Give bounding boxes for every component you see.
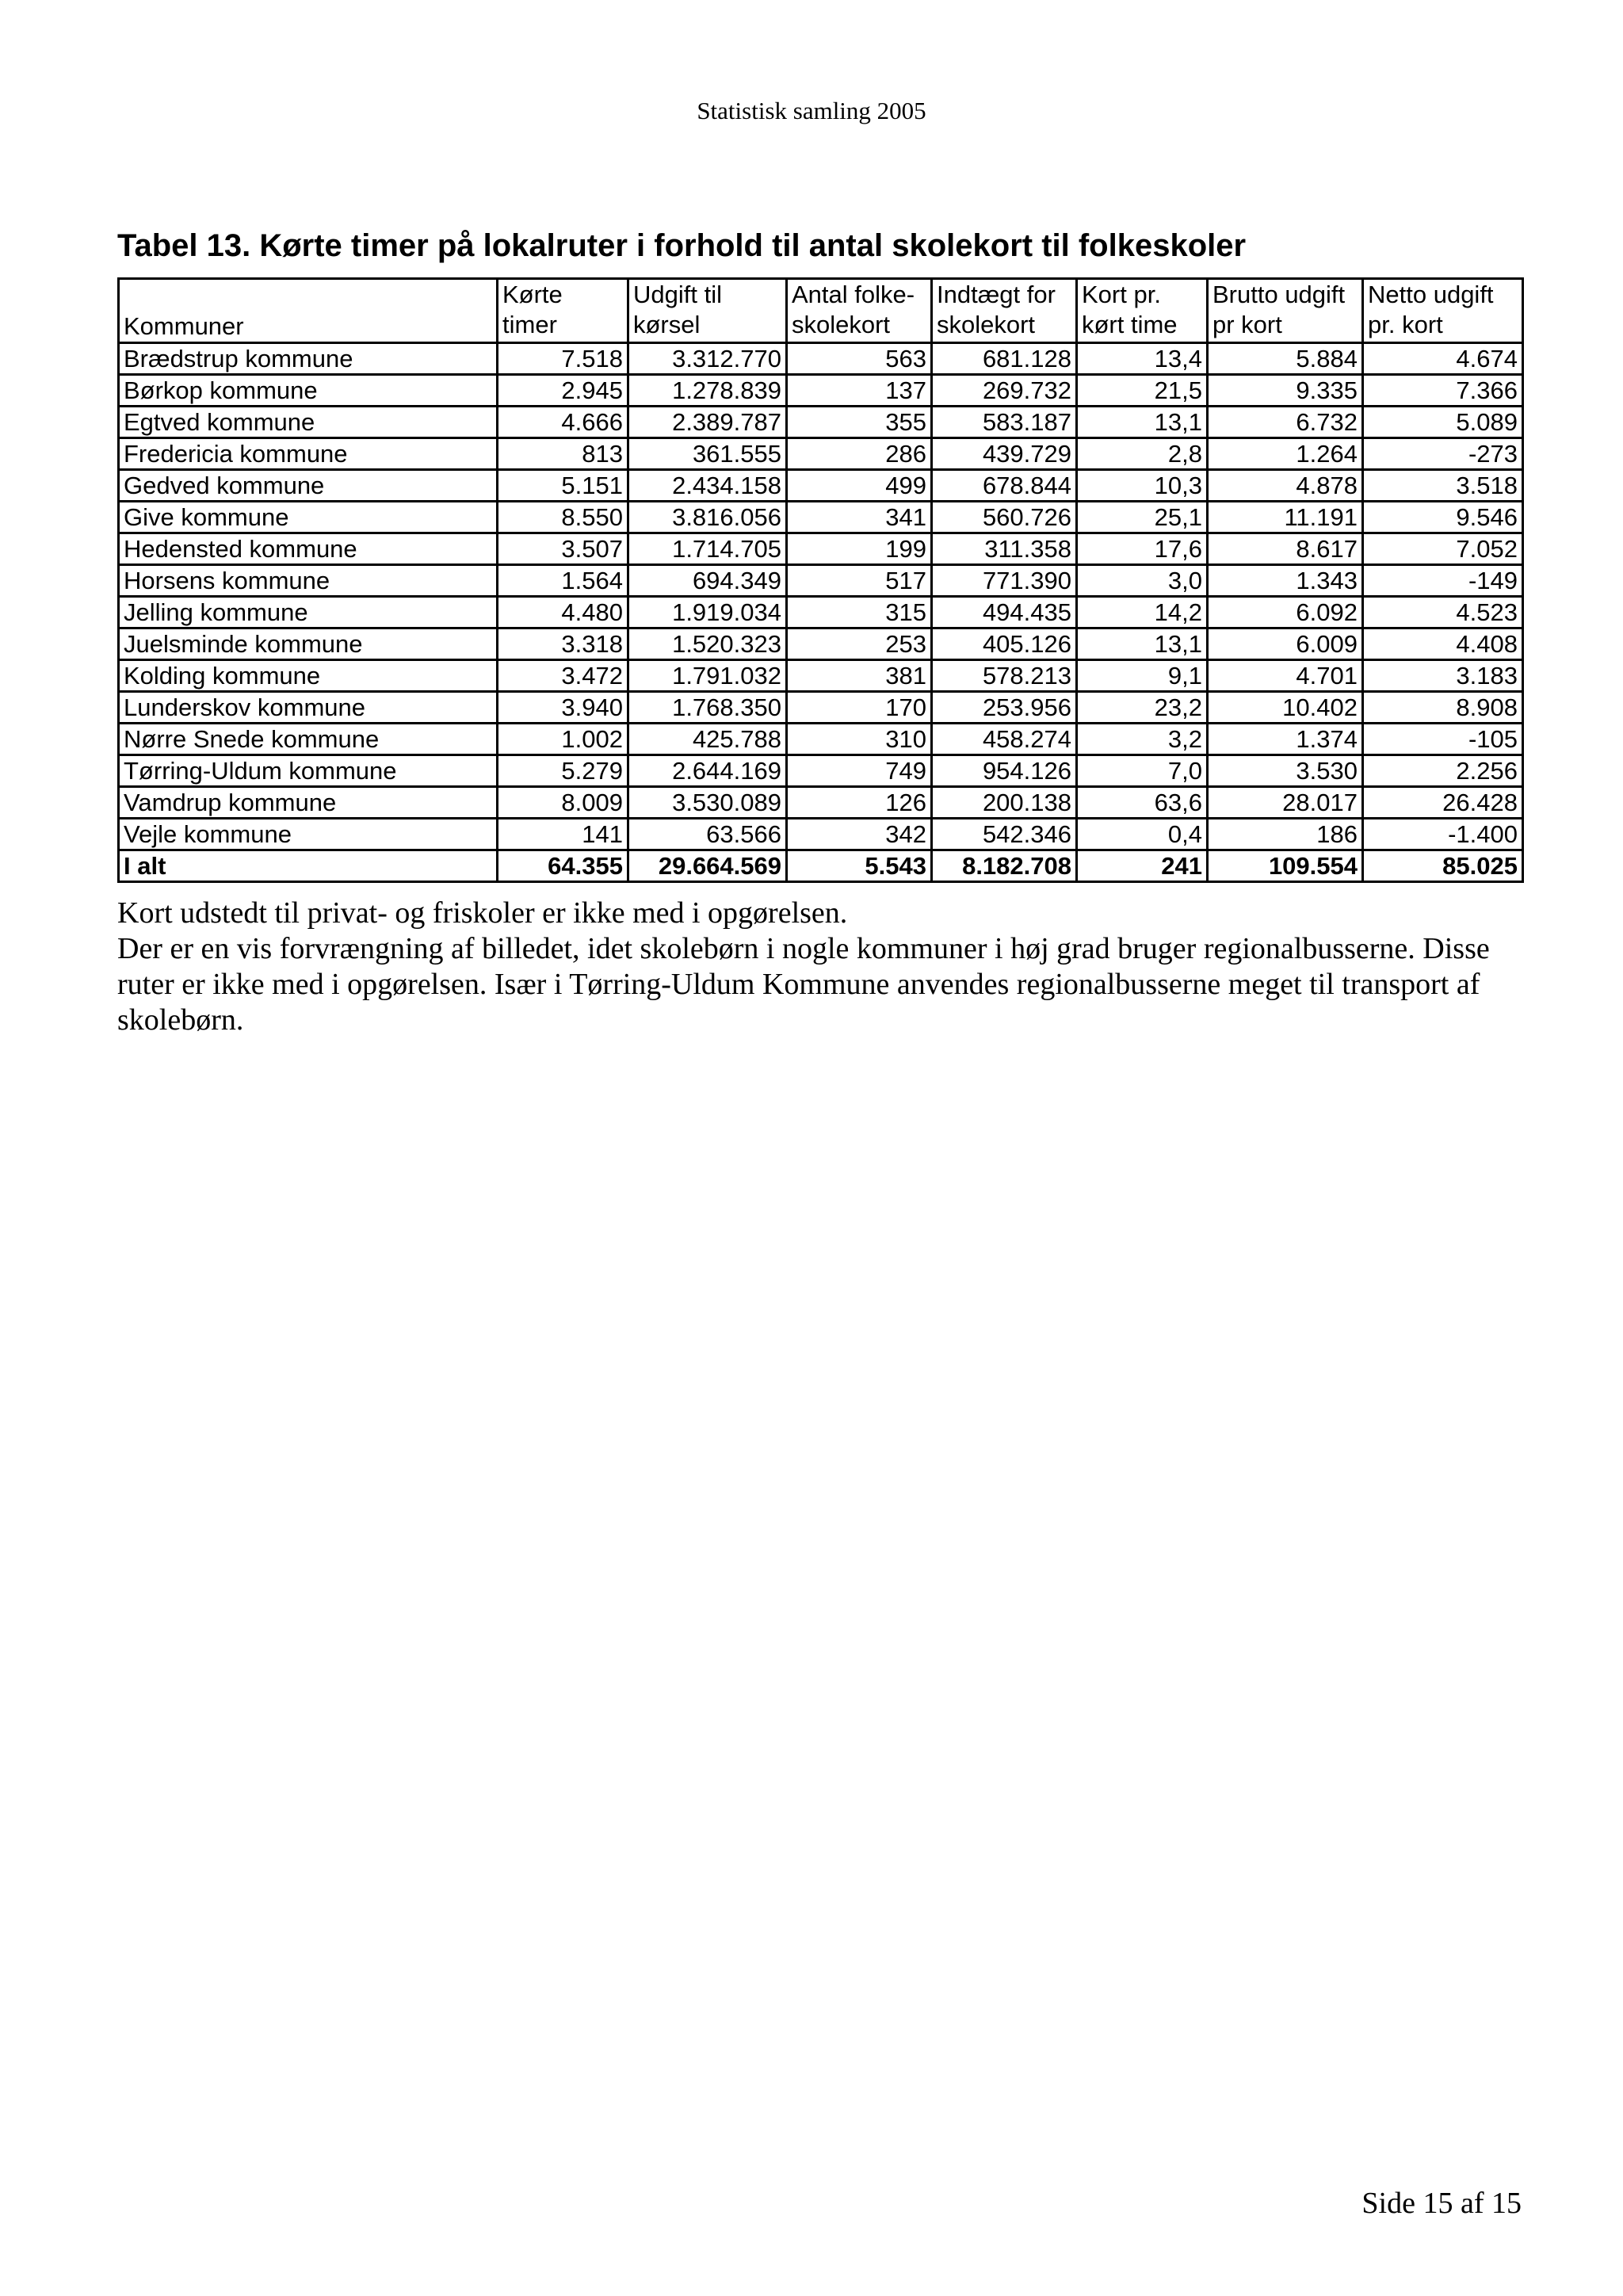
- value-cell: 405.126: [932, 628, 1077, 660]
- value-cell: 694.349: [628, 565, 787, 597]
- municipality-cell: Horsens kommune: [119, 565, 498, 597]
- value-cell: 4.408: [1363, 628, 1523, 660]
- value-cell: 85.025: [1363, 850, 1523, 882]
- value-cell: 21,5: [1077, 375, 1208, 407]
- value-cell: 355: [787, 407, 932, 438]
- value-cell: 0,4: [1077, 819, 1208, 850]
- note-paragraph: Der er en vis forvrængning af billedet, idet skolebørn i nogle kommuner i høj grad bruger regionalbusserne. Disse ruter er ikke med i opgørelsen. Især i Tørring-Uldum Kommune anvendes regionalbusserne meget til transport af skolebørn.: [117, 932, 1490, 1037]
- value-cell: 6.092: [1208, 597, 1363, 628]
- total-row: [119, 850, 1523, 882]
- value-cell: 2.644.169: [628, 755, 787, 787]
- value-cell: 241: [1077, 850, 1208, 882]
- municipality-cell: Egtved kommune: [119, 407, 498, 438]
- value-cell: 361.555: [628, 438, 787, 470]
- value-cell: 315: [787, 597, 932, 628]
- table-row: [119, 628, 1523, 660]
- column-header: Brutto udgift pr kort: [1208, 279, 1363, 343]
- value-cell: 25,1: [1077, 502, 1208, 533]
- value-cell: 9.335: [1208, 375, 1363, 407]
- value-cell: 14,2: [1077, 597, 1208, 628]
- table-row: [119, 375, 1523, 407]
- value-cell: 7.366: [1363, 375, 1523, 407]
- table-row: [119, 502, 1523, 533]
- value-cell: 3.816.056: [628, 502, 787, 533]
- value-cell: 170: [787, 692, 932, 724]
- value-cell: 8.617: [1208, 533, 1363, 565]
- value-cell: 425.788: [628, 724, 787, 755]
- table-row: [119, 755, 1523, 787]
- value-cell: 1.002: [498, 724, 628, 755]
- value-cell: 64.355: [498, 850, 628, 882]
- municipality-cell: Jelling kommune: [119, 597, 498, 628]
- value-cell: 11.191: [1208, 502, 1363, 533]
- table-body: [119, 343, 1523, 882]
- municipality-cell: Give kommune: [119, 502, 498, 533]
- column-header: Udgift til kørsel: [628, 279, 787, 343]
- table-row: [119, 787, 1523, 819]
- municipality-cell: Brædstrup kommune: [119, 343, 498, 375]
- value-cell: 3.183: [1363, 660, 1523, 692]
- table-row: [119, 692, 1523, 724]
- value-cell: 4.480: [498, 597, 628, 628]
- value-cell: 678.844: [932, 470, 1077, 502]
- value-cell: 3.518: [1363, 470, 1523, 502]
- table-row: [119, 438, 1523, 470]
- value-cell: 542.346: [932, 819, 1077, 850]
- value-cell: 137: [787, 375, 932, 407]
- value-cell: 310: [787, 724, 932, 755]
- value-cell: 4.701: [1208, 660, 1363, 692]
- value-cell: 342: [787, 819, 932, 850]
- value-cell: 63.566: [628, 819, 787, 850]
- value-cell: -105: [1363, 724, 1523, 755]
- value-cell: 3.312.770: [628, 343, 787, 375]
- value-cell: 13,1: [1077, 628, 1208, 660]
- municipality-cell: Fredericia kommune: [119, 438, 498, 470]
- value-cell: 13,4: [1077, 343, 1208, 375]
- value-cell: 1.768.350: [628, 692, 787, 724]
- value-cell: 3,2: [1077, 724, 1208, 755]
- value-cell: 560.726: [932, 502, 1077, 533]
- page-number: Side 15 af 15: [1361, 2187, 1522, 2220]
- value-cell: 141: [498, 819, 628, 850]
- value-cell: 2.434.158: [628, 470, 787, 502]
- value-cell: 2.256: [1363, 755, 1523, 787]
- value-cell: 3.940: [498, 692, 628, 724]
- value-cell: 8.908: [1363, 692, 1523, 724]
- value-cell: 3,0: [1077, 565, 1208, 597]
- value-cell: 7,0: [1077, 755, 1208, 787]
- value-cell: 29.664.569: [628, 850, 787, 882]
- value-cell: 494.435: [932, 597, 1077, 628]
- value-cell: 10.402: [1208, 692, 1363, 724]
- value-cell: 3.530: [1208, 755, 1363, 787]
- value-cell: 253.956: [932, 692, 1077, 724]
- table-header-row: [119, 279, 1523, 343]
- column-header: Kørte timer: [498, 279, 628, 343]
- value-cell: 458.274: [932, 724, 1077, 755]
- column-header: Kort pr. kørt time: [1077, 279, 1208, 343]
- table-row: [119, 724, 1523, 755]
- value-cell: 5.089: [1363, 407, 1523, 438]
- value-cell: 517: [787, 565, 932, 597]
- column-header: Antal folke- skolekort: [787, 279, 932, 343]
- value-cell: 2.389.787: [628, 407, 787, 438]
- table-row: [119, 343, 1523, 375]
- table-row: [119, 660, 1523, 692]
- value-cell: 1.343: [1208, 565, 1363, 597]
- running-head: Statistisk samling 2005: [697, 97, 926, 124]
- value-cell: 311.358: [932, 533, 1077, 565]
- value-cell: 10,3: [1077, 470, 1208, 502]
- value-cell: 771.390: [932, 565, 1077, 597]
- value-cell: 269.732: [932, 375, 1077, 407]
- value-cell: 2,8: [1077, 438, 1208, 470]
- value-cell: 4.674: [1363, 343, 1523, 375]
- value-cell: 954.126: [932, 755, 1077, 787]
- municipality-cell: Børkop kommune: [119, 375, 498, 407]
- value-cell: 8.550: [498, 502, 628, 533]
- notes: [117, 896, 1536, 1038]
- value-cell: 6.732: [1208, 407, 1363, 438]
- value-cell: 8.009: [498, 787, 628, 819]
- value-cell: 583.187: [932, 407, 1077, 438]
- table-row: [119, 533, 1523, 565]
- value-cell: 2.945: [498, 375, 628, 407]
- table-row: [119, 819, 1523, 850]
- value-cell: -1.400: [1363, 819, 1523, 850]
- value-cell: 63,6: [1077, 787, 1208, 819]
- value-cell: 5.884: [1208, 343, 1363, 375]
- value-cell: 199: [787, 533, 932, 565]
- value-cell: 5.543: [787, 850, 932, 882]
- value-cell: 813: [498, 438, 628, 470]
- value-cell: 3.507: [498, 533, 628, 565]
- value-cell: 26.428: [1363, 787, 1523, 819]
- value-cell: 13,1: [1077, 407, 1208, 438]
- value-cell: 253: [787, 628, 932, 660]
- value-cell: 4.666: [498, 407, 628, 438]
- table-row: [119, 407, 1523, 438]
- value-cell: 439.729: [932, 438, 1077, 470]
- value-cell: 5.279: [498, 755, 628, 787]
- value-cell: 286: [787, 438, 932, 470]
- value-cell: 578.213: [932, 660, 1077, 692]
- value-cell: 4.523: [1363, 597, 1523, 628]
- value-cell: -273: [1363, 438, 1523, 470]
- column-header: Indtægt for skolekort: [932, 279, 1077, 343]
- municipality-cell: Gedved kommune: [119, 470, 498, 502]
- column-header: Kommuner: [119, 279, 498, 343]
- municipality-cell: Hedensted kommune: [119, 533, 498, 565]
- value-cell: 7.518: [498, 343, 628, 375]
- table-row: [119, 470, 1523, 502]
- value-cell: 126: [787, 787, 932, 819]
- value-cell: 4.878: [1208, 470, 1363, 502]
- value-cell: 1.374: [1208, 724, 1363, 755]
- value-cell: 9.546: [1363, 502, 1523, 533]
- value-cell: 1.791.032: [628, 660, 787, 692]
- statistics-table: [117, 277, 1524, 883]
- value-cell: 563: [787, 343, 932, 375]
- value-cell: 1.520.323: [628, 628, 787, 660]
- municipality-cell: Lunderskov kommune: [119, 692, 498, 724]
- value-cell: 7.052: [1363, 533, 1523, 565]
- value-cell: 499: [787, 470, 932, 502]
- municipality-cell: Vamdrup kommune: [119, 787, 498, 819]
- value-cell: 341: [787, 502, 932, 533]
- value-cell: 1.919.034: [628, 597, 787, 628]
- value-cell: 17,6: [1077, 533, 1208, 565]
- value-cell: 749: [787, 755, 932, 787]
- value-cell: 23,2: [1077, 692, 1208, 724]
- value-cell: 109.554: [1208, 850, 1363, 882]
- value-cell: 681.128: [932, 343, 1077, 375]
- value-cell: 8.182.708: [932, 850, 1077, 882]
- value-cell: 3.318: [498, 628, 628, 660]
- value-cell: 1.278.839: [628, 375, 787, 407]
- value-cell: 28.017: [1208, 787, 1363, 819]
- column-header: Netto udgift pr. kort: [1363, 279, 1523, 343]
- note-paragraph: Kort udstedt til privat- og friskoler er ikke med i opgørelsen.: [117, 896, 848, 930]
- value-cell: 3.472: [498, 660, 628, 692]
- municipality-cell: I alt: [119, 850, 498, 882]
- table-row: [119, 597, 1523, 628]
- value-cell: 1.564: [498, 565, 628, 597]
- value-cell: 381: [787, 660, 932, 692]
- municipality-cell: Vejle kommune: [119, 819, 498, 850]
- value-cell: 186: [1208, 819, 1363, 850]
- municipality-cell: Juelsminde kommune: [119, 628, 498, 660]
- table-row: [119, 565, 1523, 597]
- municipality-cell: Tørring-Uldum kommune: [119, 755, 498, 787]
- value-cell: 1.714.705: [628, 533, 787, 565]
- value-cell: 6.009: [1208, 628, 1363, 660]
- table-title: Tabel 13. Kørte timer på lokalruter i forhold til antal skolekort til folkeskoler: [117, 228, 1247, 263]
- value-cell: 5.151: [498, 470, 628, 502]
- value-cell: 1.264: [1208, 438, 1363, 470]
- value-cell: 200.138: [932, 787, 1077, 819]
- value-cell: -149: [1363, 565, 1523, 597]
- municipality-cell: Kolding kommune: [119, 660, 498, 692]
- value-cell: 9,1: [1077, 660, 1208, 692]
- municipality-cell: Nørre Snede kommune: [119, 724, 498, 755]
- value-cell: 3.530.089: [628, 787, 787, 819]
